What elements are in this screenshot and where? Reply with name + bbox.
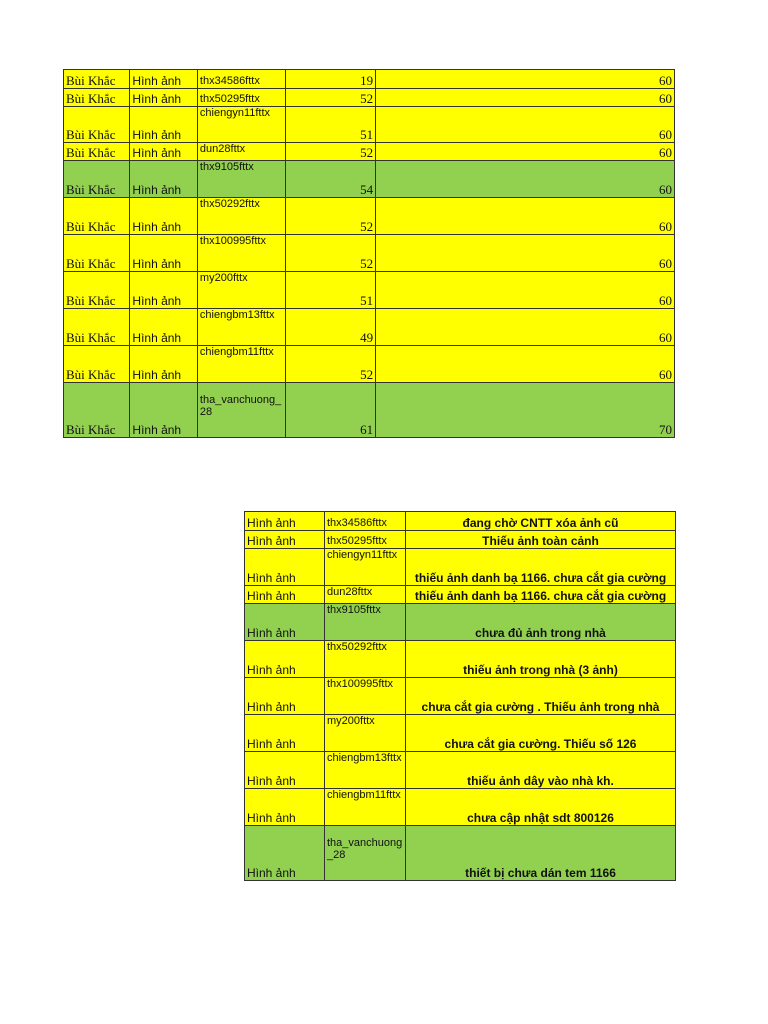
code-cell: thx34586fttx	[197, 70, 286, 89]
table-row	[64, 107, 675, 143]
code-cell: thx34586fttx	[325, 512, 406, 531]
type-cell: Hình ảnh	[245, 826, 325, 881]
name-cell: Bùi Khắc	[64, 235, 130, 272]
max-cell: 60	[376, 346, 675, 383]
note-cell: đang chờ CNTT xóa ảnh cũ	[406, 512, 676, 531]
type-cell: Hình ảnh	[130, 70, 198, 89]
table-row	[64, 70, 675, 89]
type-cell: Hình ảnh	[130, 107, 198, 143]
lower-table	[244, 511, 676, 881]
name-cell: Bùi Khắc	[64, 346, 130, 383]
code-cell: chiengyn11fttx	[325, 549, 406, 586]
code-cell: chiengbm13fttx	[197, 309, 286, 346]
value-cell: 61	[286, 383, 376, 438]
name-cell: Bùi Khắc	[64, 143, 130, 161]
code-cell: thx50292fttx	[197, 198, 286, 235]
type-cell: Hình ảnh	[245, 789, 325, 826]
value-cell: 52	[286, 143, 376, 161]
table-row	[245, 715, 676, 752]
table-row	[64, 161, 675, 198]
upper-table	[63, 69, 675, 438]
note-cell: chưa cắt gia cường. Thiếu số 126	[406, 715, 676, 752]
code-cell: my200fttx	[197, 272, 286, 309]
type-cell: Hình ảnh	[245, 604, 325, 641]
value-cell: 54	[286, 161, 376, 198]
code-cell: tha_vanchuong_28	[325, 826, 406, 881]
table-row	[245, 641, 676, 678]
type-cell: Hình ảnh	[130, 272, 198, 309]
name-cell: Bùi Khắc	[64, 161, 130, 198]
value-cell: 51	[286, 107, 376, 143]
name-cell: Bùi Khắc	[64, 272, 130, 309]
max-cell: 60	[376, 235, 675, 272]
table-row	[64, 309, 675, 346]
type-cell: Hình ảnh	[130, 143, 198, 161]
table-row	[245, 789, 676, 826]
type-cell: Hình ảnh	[130, 309, 198, 346]
value-cell: 52	[286, 235, 376, 272]
table-row	[245, 531, 676, 549]
table-row	[245, 549, 676, 586]
max-cell: 60	[376, 161, 675, 198]
code-cell: tha_vanchuong_28	[197, 383, 286, 438]
note-cell: thiếu ảnh trong nhà (3 ảnh)	[406, 641, 676, 678]
type-cell: Hình ảnh	[245, 512, 325, 531]
type-cell: Hình ảnh	[130, 161, 198, 198]
code-cell: chiengbm11fttx	[325, 789, 406, 826]
note-cell: thiếu ảnh dây vào nhà kh.	[406, 752, 676, 789]
note-cell: thiếu ảnh danh bạ 1166. chưa cắt gia cường	[406, 586, 676, 604]
note-cell: chưa đủ ảnh trong nhà	[406, 604, 676, 641]
code-cell: thx9105fttx	[197, 161, 286, 198]
code-cell: thx100995fttx	[197, 235, 286, 272]
type-cell: Hình ảnh	[245, 752, 325, 789]
type-cell: Hình ảnh	[130, 89, 198, 107]
table-row	[64, 383, 675, 438]
code-cell: chiengbm11fttx	[197, 346, 286, 383]
note-cell: Thiếu ảnh toàn cảnh	[406, 531, 676, 549]
code-cell: thx50295fttx	[197, 89, 286, 107]
type-cell: Hình ảnh	[245, 678, 325, 715]
max-cell: 60	[376, 309, 675, 346]
value-cell: 49	[286, 309, 376, 346]
table-row	[245, 604, 676, 641]
max-cell: 70	[376, 383, 675, 438]
max-cell: 60	[376, 143, 675, 161]
table-row	[64, 89, 675, 107]
max-cell: 60	[376, 89, 675, 107]
table-row	[64, 198, 675, 235]
code-cell: dun28fttx	[325, 586, 406, 604]
max-cell: 60	[376, 70, 675, 89]
type-cell: Hình ảnh	[130, 235, 198, 272]
name-cell: Bùi Khắc	[64, 107, 130, 143]
note-cell: thiếu ảnh danh bạ 1166. chưa cắt gia cường	[406, 549, 676, 586]
code-cell: my200fttx	[325, 715, 406, 752]
max-cell: 60	[376, 198, 675, 235]
table-row	[64, 143, 675, 161]
type-cell: Hình ảnh	[130, 383, 198, 438]
code-cell: thx50292fttx	[325, 641, 406, 678]
table-row	[64, 272, 675, 309]
type-cell: Hình ảnh	[130, 198, 198, 235]
value-cell: 19	[286, 70, 376, 89]
max-cell: 60	[376, 107, 675, 143]
table-row	[245, 586, 676, 604]
code-cell: dun28fttx	[197, 143, 286, 161]
value-cell: 52	[286, 89, 376, 107]
name-cell: Bùi Khắc	[64, 383, 130, 438]
max-cell: 60	[376, 272, 675, 309]
value-cell: 51	[286, 272, 376, 309]
table-row	[245, 752, 676, 789]
type-cell: Hình ảnh	[245, 531, 325, 549]
type-cell: Hình ảnh	[245, 549, 325, 586]
note-cell: chưa cắt gia cường . Thiếu ảnh trong nhà	[406, 678, 676, 715]
name-cell: Bùi Khắc	[64, 89, 130, 107]
name-cell: Bùi Khắc	[64, 309, 130, 346]
code-cell: thx50295fttx	[325, 531, 406, 549]
type-cell: Hình ảnh	[245, 586, 325, 604]
name-cell: Bùi Khắc	[64, 198, 130, 235]
name-cell: Bùi Khắc	[64, 70, 130, 89]
value-cell: 52	[286, 346, 376, 383]
note-cell: chưa cập nhật sdt 800126	[406, 789, 676, 826]
type-cell: Hình ảnh	[130, 346, 198, 383]
table-row	[64, 235, 675, 272]
code-cell: chiengyn11fttx	[197, 107, 286, 143]
table-row	[245, 678, 676, 715]
table-row	[245, 826, 676, 881]
code-cell: thx100995fttx	[325, 678, 406, 715]
code-cell: thx9105fttx	[325, 604, 406, 641]
value-cell: 52	[286, 198, 376, 235]
code-cell: chiengbm13fttx	[325, 752, 406, 789]
table-row	[64, 346, 675, 383]
type-cell: Hình ảnh	[245, 641, 325, 678]
type-cell: Hình ảnh	[245, 715, 325, 752]
table-row	[245, 512, 676, 531]
note-cell: thiết bị chưa dán tem 1166	[406, 826, 676, 881]
